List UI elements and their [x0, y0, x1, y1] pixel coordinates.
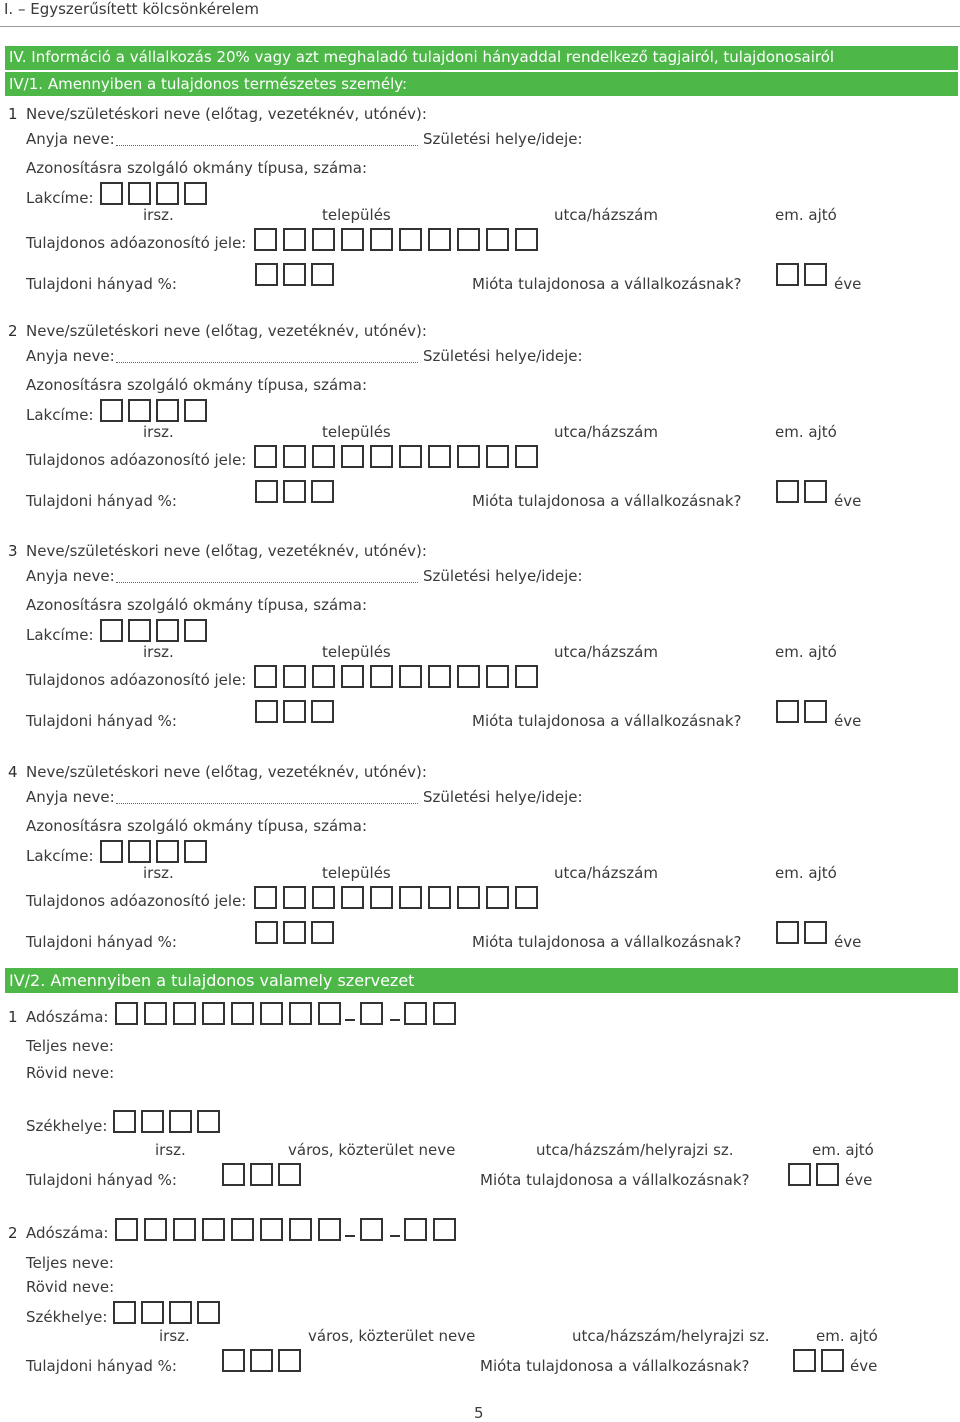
tax-number-digit-box[interactable]	[360, 1218, 383, 1241]
zip-caption: irsz.	[143, 864, 174, 882]
street-caption: utca/házszám/helyrajzi sz.	[572, 1327, 770, 1345]
tax-id-digit-box[interactable]	[370, 228, 393, 251]
seat-label: Székhelye:	[26, 1308, 108, 1326]
tax-id-digit-box[interactable]	[283, 228, 306, 251]
since-label: Mióta tulajdonosa a vállalkozásnak?	[480, 1357, 750, 1375]
mother-name-field[interactable]	[116, 145, 418, 146]
birth-label: Születési helye/ideje:	[423, 567, 583, 585]
zip-digit-box[interactable]	[156, 619, 179, 642]
zip-digit-box[interactable]	[197, 1301, 220, 1324]
share-digit-box[interactable]	[311, 921, 334, 944]
zip-digit-box[interactable]	[128, 399, 151, 422]
tax-number-digit-box[interactable]	[115, 1002, 138, 1025]
tax-id-digit-box[interactable]	[283, 886, 306, 909]
tax-id-digit-box[interactable]	[457, 886, 480, 909]
city-caption: város, közterület neve	[308, 1327, 476, 1345]
address-label: Lakcíme:	[26, 847, 94, 865]
share-label: Tulajdoni hányad %:	[26, 492, 177, 510]
tax-id-digit-box[interactable]	[399, 665, 422, 688]
since-label: Mióta tulajdonosa a vállalkozásnak?	[472, 712, 742, 730]
zip-digit-box[interactable]	[141, 1301, 164, 1324]
years-label: éve	[834, 712, 862, 730]
address-label: Lakcíme:	[26, 406, 94, 424]
years-digit-box[interactable]	[776, 700, 799, 723]
zip-caption: irsz.	[155, 1141, 186, 1159]
share-digit-box[interactable]	[222, 1163, 245, 1186]
mother-name-label: Anyja neve:	[26, 788, 115, 806]
tax-number-digit-box[interactable]	[231, 1002, 254, 1025]
city-caption: település	[322, 864, 391, 882]
tax-id-digit-box[interactable]	[486, 665, 509, 688]
name-label: Neve/születéskori neve (előtag, vezetéknév, utónév):	[26, 763, 427, 781]
name-label: Neve/születéskori neve (előtag, vezetéknév, utónév):	[26, 542, 427, 560]
share-digit-box[interactable]	[283, 263, 306, 286]
share-label: Tulajdoni hányad %:	[26, 712, 177, 730]
tax-id-digit-box[interactable]	[486, 445, 509, 468]
tax-number-digit-box[interactable]	[360, 1002, 383, 1025]
years-label: éve	[834, 492, 862, 510]
tax-number-digit-box[interactable]	[144, 1002, 167, 1025]
tax-id-digit-box[interactable]	[341, 228, 364, 251]
zip-digit-box[interactable]	[184, 619, 207, 642]
dash-separator	[345, 1019, 355, 1021]
tax-number-digit-box[interactable]	[202, 1002, 225, 1025]
share-label: Tulajdoni hányad %:	[26, 275, 177, 293]
years-digit-box[interactable]	[776, 480, 799, 503]
tax-number-digit-box[interactable]	[231, 1218, 254, 1241]
id-document-label: Azonosításra szolgáló okmány típusa, száma:	[26, 596, 368, 614]
subsection-title-iv2: IV/2. Amennyiben a tulajdonos valamely szervezet	[9, 971, 415, 990]
tax-number-digit-box[interactable]	[173, 1002, 196, 1025]
tax-id-digit-box[interactable]	[515, 445, 538, 468]
person-number: 4	[8, 763, 18, 781]
since-label: Mióta tulajdonosa a vállalkozásnak?	[480, 1171, 750, 1189]
zip-caption: irsz.	[143, 206, 174, 224]
tax-number-digit-box[interactable]	[260, 1002, 283, 1025]
zip-digit-box[interactable]	[100, 399, 123, 422]
share-digit-box[interactable]	[278, 1349, 301, 1372]
since-label: Mióta tulajdonosa a vállalkozásnak?	[472, 275, 742, 293]
tax-number-label: Adószáma:	[26, 1224, 109, 1242]
share-digit-box[interactable]	[278, 1163, 301, 1186]
org-number: 1	[8, 1008, 18, 1026]
tax-number-digit-box[interactable]	[289, 1218, 312, 1241]
id-document-label: Azonosításra szolgáló okmány típusa, száma:	[26, 376, 368, 394]
tax-id-digit-box[interactable]	[370, 665, 393, 688]
zip-digit-box[interactable]	[100, 619, 123, 642]
years-digit-box[interactable]	[776, 921, 799, 944]
zip-digit-box[interactable]	[197, 1110, 220, 1133]
floor-caption: em. ajtó	[775, 864, 837, 882]
dash-separator	[390, 1235, 400, 1237]
tax-number-digit-box[interactable]	[260, 1218, 283, 1241]
tax-number-digit-box[interactable]	[173, 1218, 196, 1241]
tax-number-label: Adószáma:	[26, 1008, 109, 1026]
mother-name-label: Anyja neve:	[26, 567, 115, 585]
id-document-label: Azonosításra szolgáló okmány típusa, száma:	[26, 817, 368, 835]
mother-name-field[interactable]	[116, 362, 418, 363]
birth-label: Születési helye/ideje:	[423, 130, 583, 148]
name-label: Neve/születéskori neve (előtag, vezetéknév, utónév):	[26, 322, 427, 340]
share-digit-box[interactable]	[311, 480, 334, 503]
name-label: Neve/születéskori neve (előtag, vezetéknév, utónév):	[26, 105, 427, 123]
tax-id-digit-box[interactable]	[312, 445, 335, 468]
tax-id-digit-box[interactable]	[457, 445, 480, 468]
tax-id-digit-box[interactable]	[428, 445, 451, 468]
address-label: Lakcíme:	[26, 189, 94, 207]
years-digit-box[interactable]	[821, 1349, 844, 1372]
person-number: 3	[8, 542, 18, 560]
share-label: Tulajdoni hányad %:	[26, 933, 177, 951]
share-digit-box[interactable]	[255, 921, 278, 944]
zip-digit-box[interactable]	[184, 399, 207, 422]
document-header: I. – Egyszerűsített kölcsönkérelem	[4, 0, 260, 18]
years-digit-box[interactable]	[793, 1349, 816, 1372]
full-name-label: Teljes neve:	[26, 1254, 114, 1272]
subsection-title-bar	[5, 72, 958, 96]
tax-id-digit-box[interactable]	[515, 665, 538, 688]
tax-id-digit-box[interactable]	[370, 445, 393, 468]
tax-id-digit-box[interactable]	[254, 445, 277, 468]
share-digit-box[interactable]	[222, 1349, 245, 1372]
mother-name-field[interactable]	[116, 582, 418, 583]
years-label: éve	[850, 1357, 878, 1375]
share-digit-box[interactable]	[311, 700, 334, 723]
tax-id-digit-box[interactable]	[486, 886, 509, 909]
tax-id-digit-box[interactable]	[312, 886, 335, 909]
tax-id-digit-box[interactable]	[341, 445, 364, 468]
short-name-label: Rövid neve:	[26, 1064, 115, 1082]
tax-id-digit-box[interactable]	[312, 665, 335, 688]
tax-number-digit-box[interactable]	[318, 1002, 341, 1025]
zip-digit-box[interactable]	[141, 1110, 164, 1133]
since-label: Mióta tulajdonosa a vállalkozásnak?	[472, 492, 742, 510]
zip-digit-box[interactable]	[100, 182, 123, 205]
tax-number-digit-box[interactable]	[144, 1218, 167, 1241]
zip-digit-box[interactable]	[100, 840, 123, 863]
tax-id-digit-box[interactable]	[399, 886, 422, 909]
street-caption: utca/házszám	[554, 864, 658, 882]
street-caption: utca/házszám/helyrajzi sz.	[536, 1141, 734, 1159]
years-digit-box[interactable]	[804, 263, 827, 286]
tax-id-digit-box[interactable]	[283, 445, 306, 468]
tax-id-digit-box[interactable]	[254, 665, 277, 688]
share-digit-box[interactable]	[283, 921, 306, 944]
tax-id-label: Tulajdonos adóazonosító jele:	[26, 451, 247, 469]
years-label: éve	[834, 275, 862, 293]
tax-number-digit-box[interactable]	[404, 1002, 427, 1025]
page-number: 5	[474, 1404, 484, 1422]
tax-id-digit-box[interactable]	[457, 228, 480, 251]
floor-caption: em. ajtó	[775, 423, 837, 441]
city-caption: település	[322, 423, 391, 441]
tax-id-label: Tulajdonos adóazonosító jele:	[26, 671, 247, 689]
zip-digit-box[interactable]	[156, 399, 179, 422]
share-digit-box[interactable]	[250, 1349, 273, 1372]
share-digit-box[interactable]	[311, 263, 334, 286]
tax-id-digit-box[interactable]	[370, 886, 393, 909]
tax-number-digit-box[interactable]	[318, 1218, 341, 1241]
address-label: Lakcíme:	[26, 626, 94, 644]
subsection-title-iv1: IV/1. Amennyiben a tulajdonos természetes személy:	[9, 75, 408, 93]
subsection-title-bar-iv2	[5, 968, 958, 993]
full-name-label: Teljes neve:	[26, 1037, 114, 1055]
seat-label: Székhelye:	[26, 1117, 108, 1135]
floor-caption: em. ajtó	[812, 1141, 874, 1159]
share-label: Tulajdoni hányad %:	[26, 1171, 177, 1189]
person-number: 2	[8, 322, 18, 340]
tax-id-digit-box[interactable]	[312, 228, 335, 251]
person-number: 1	[8, 105, 18, 123]
tax-id-digit-box[interactable]	[457, 665, 480, 688]
since-label: Mióta tulajdonosa a vállalkozásnak?	[472, 933, 742, 951]
city-caption: város, közterület neve	[288, 1141, 456, 1159]
zip-digit-box[interactable]	[113, 1301, 136, 1324]
years-digit-box[interactable]	[804, 480, 827, 503]
tax-id-digit-box[interactable]	[428, 886, 451, 909]
tax-id-digit-box[interactable]	[341, 665, 364, 688]
years-label: éve	[834, 933, 862, 951]
tax-id-digit-box[interactable]	[515, 228, 538, 251]
share-label: Tulajdoni hányad %:	[26, 1357, 177, 1375]
share-digit-box[interactable]	[283, 480, 306, 503]
floor-caption: em. ajtó	[775, 206, 837, 224]
tax-id-label: Tulajdonos adóazonosító jele:	[26, 892, 247, 910]
birth-label: Születési helye/ideje:	[423, 347, 583, 365]
zip-digit-box[interactable]	[156, 182, 179, 205]
zip-digit-box[interactable]	[184, 840, 207, 863]
zip-caption: irsz.	[159, 1327, 190, 1345]
street-caption: utca/házszám	[554, 643, 658, 661]
street-caption: utca/házszám	[554, 206, 658, 224]
floor-caption: em. ajtó	[775, 643, 837, 661]
tax-id-digit-box[interactable]	[341, 886, 364, 909]
zip-digit-box[interactable]	[128, 182, 151, 205]
zip-digit-box[interactable]	[169, 1110, 192, 1133]
share-digit-box[interactable]	[255, 700, 278, 723]
tax-id-digit-box[interactable]	[428, 665, 451, 688]
years-label: éve	[845, 1171, 873, 1189]
tax-id-digit-box[interactable]	[254, 228, 277, 251]
years-digit-box[interactable]	[816, 1163, 839, 1186]
tax-number-digit-box[interactable]	[433, 1002, 456, 1025]
zip-digit-box[interactable]	[113, 1110, 136, 1133]
tax-id-digit-box[interactable]	[486, 228, 509, 251]
section-title-bar	[5, 46, 958, 70]
zip-digit-box[interactable]	[156, 840, 179, 863]
share-digit-box[interactable]	[255, 263, 278, 286]
section-title: IV. Információ a vállalkozás 20% vagy azt meghaladó tulajdoni hányaddal rendelkező tagjairól, tulajdonosairól	[9, 48, 835, 66]
tax-number-digit-box[interactable]	[433, 1218, 456, 1241]
years-digit-box[interactable]	[788, 1163, 811, 1186]
tax-id-digit-box[interactable]	[254, 886, 277, 909]
tax-id-digit-box[interactable]	[399, 228, 422, 251]
tax-number-digit-box[interactable]	[404, 1218, 427, 1241]
tax-id-digit-box[interactable]	[428, 228, 451, 251]
tax-number-digit-box[interactable]	[289, 1002, 312, 1025]
tax-id-digit-box[interactable]	[515, 886, 538, 909]
birth-label: Születési helye/ideje:	[423, 788, 583, 806]
zip-digit-box[interactable]	[128, 619, 151, 642]
zip-caption: irsz.	[143, 423, 174, 441]
share-digit-box[interactable]	[283, 700, 306, 723]
dash-separator	[390, 1019, 400, 1021]
years-digit-box[interactable]	[776, 263, 799, 286]
short-name-label: Rövid neve:	[26, 1278, 115, 1296]
mother-name-label: Anyja neve:	[26, 347, 115, 365]
city-caption: település	[322, 206, 391, 224]
years-digit-box[interactable]	[804, 700, 827, 723]
tax-number-digit-box[interactable]	[202, 1218, 225, 1241]
zip-digit-box[interactable]	[128, 840, 151, 863]
tax-id-label: Tulajdonos adóazonosító jele:	[26, 234, 247, 252]
tax-number-digit-box[interactable]	[115, 1218, 138, 1241]
tax-id-digit-box[interactable]	[399, 445, 422, 468]
years-digit-box[interactable]	[804, 921, 827, 944]
mother-name-label: Anyja neve:	[26, 130, 115, 148]
city-caption: település	[322, 643, 391, 661]
street-caption: utca/házszám	[554, 423, 658, 441]
floor-caption: em. ajtó	[816, 1327, 878, 1345]
mother-name-field[interactable]	[116, 803, 418, 804]
zip-digit-box[interactable]	[184, 182, 207, 205]
share-digit-box[interactable]	[255, 480, 278, 503]
org-number: 2	[8, 1224, 18, 1242]
dash-separator	[345, 1235, 355, 1237]
id-document-label: Azonosításra szolgáló okmány típusa, száma:	[26, 159, 368, 177]
header-divider	[0, 26, 960, 27]
share-digit-box[interactable]	[250, 1163, 273, 1186]
zip-caption: irsz.	[143, 643, 174, 661]
zip-digit-box[interactable]	[169, 1301, 192, 1324]
tax-id-digit-box[interactable]	[283, 665, 306, 688]
